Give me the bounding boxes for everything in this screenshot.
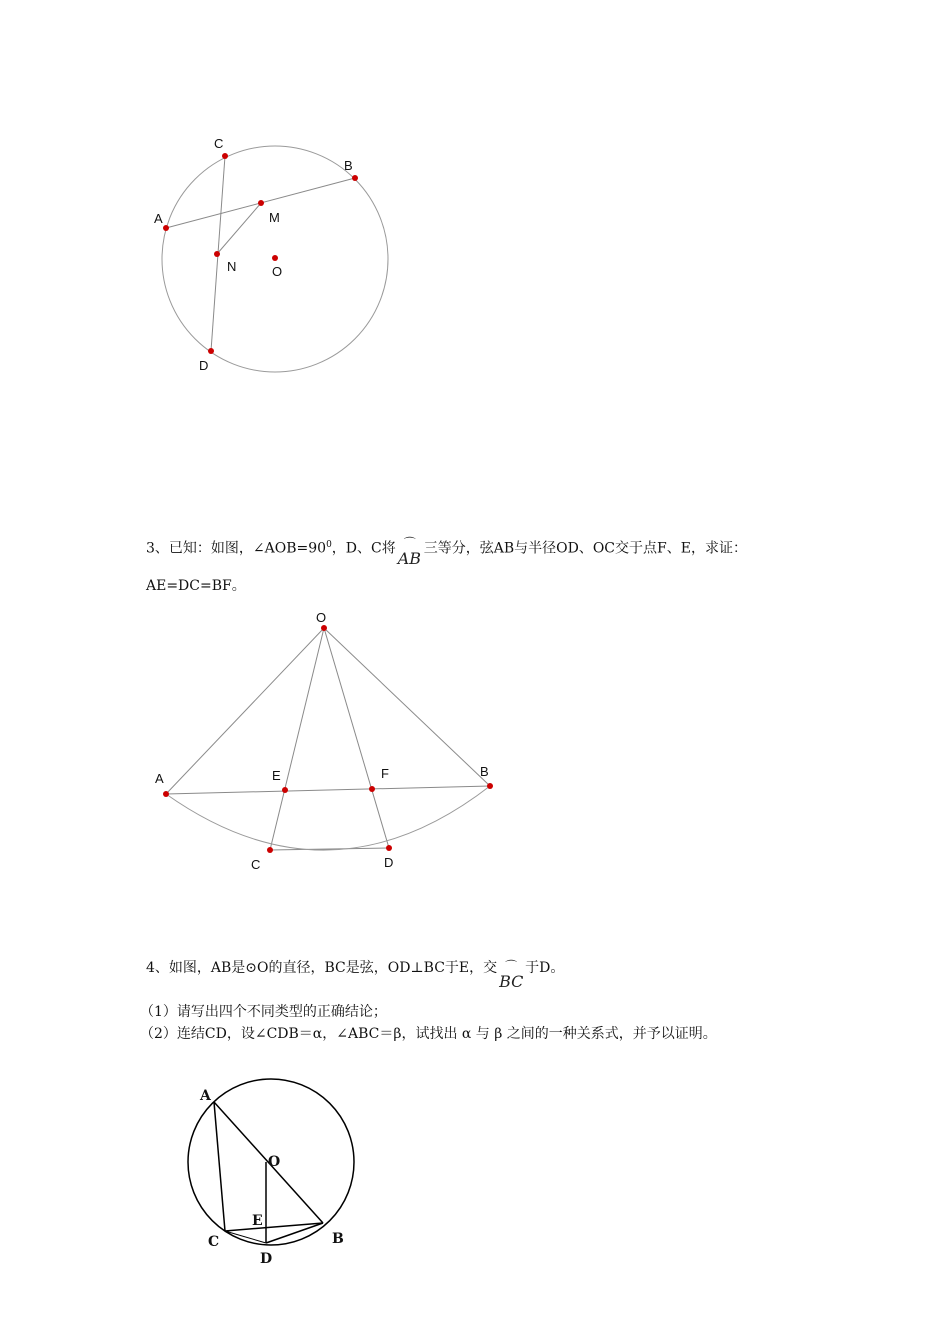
label-d: D: [199, 358, 209, 373]
label-b: B: [344, 158, 353, 173]
label-e-2: E: [272, 768, 281, 783]
problem-3-suffix: 三等分，弦AB与半径OD、OC交于点F、E，求证：: [423, 540, 747, 557]
arc-bc-label: BC: [499, 972, 524, 991]
label-b-3: B: [332, 1231, 344, 1247]
problem-4-part-2: （2）连结CD，设∠CDB＝α，∠ABC＝β，试找出 α 与 β 之间的一种关系式，并予以证明。: [140, 1026, 717, 1042]
label-o-2: O: [316, 610, 327, 625]
label-c-2: C: [251, 857, 261, 872]
label-e-3: E: [252, 1213, 263, 1229]
arc-symbol: ⌒: [403, 536, 416, 550]
label-d-3: D: [260, 1251, 273, 1267]
problem-3-mid: ，D、C将: [331, 540, 396, 557]
problem-3-prefix: 3、已知：如图，∠AOB=90: [146, 540, 327, 557]
label-c-3: C: [208, 1234, 220, 1250]
label-d-2: D: [384, 855, 394, 870]
problem-3-line-2: AE=DC=BF。: [146, 578, 246, 594]
problem-4-part-1: （1）请写出四个不同类型的正确结论；: [140, 1004, 387, 1020]
label-f-2: F: [381, 766, 389, 781]
arc-symbol-2: ⌒: [505, 959, 518, 973]
label-m: M: [269, 210, 280, 225]
label-a-3: A: [200, 1088, 211, 1104]
label-b-2: B: [480, 764, 489, 779]
chord-ac: [214, 1102, 225, 1231]
label-a-2: A: [155, 771, 164, 786]
arc-ab-label: AB: [397, 549, 422, 568]
label-o: O: [272, 264, 283, 279]
problem-4-prefix: 4、如图，AB是⊙O的直径，BC是弦，OD⊥BC于E，交: [146, 960, 498, 976]
label-n: N: [227, 259, 237, 274]
label-a: A: [154, 211, 163, 226]
label-o-3: O: [268, 1154, 281, 1170]
problem-4-suffix: 于D。: [525, 960, 565, 976]
chord-bc: [225, 1223, 323, 1231]
degree-superscript: 0: [326, 540, 332, 550]
label-c: C: [214, 136, 224, 151]
